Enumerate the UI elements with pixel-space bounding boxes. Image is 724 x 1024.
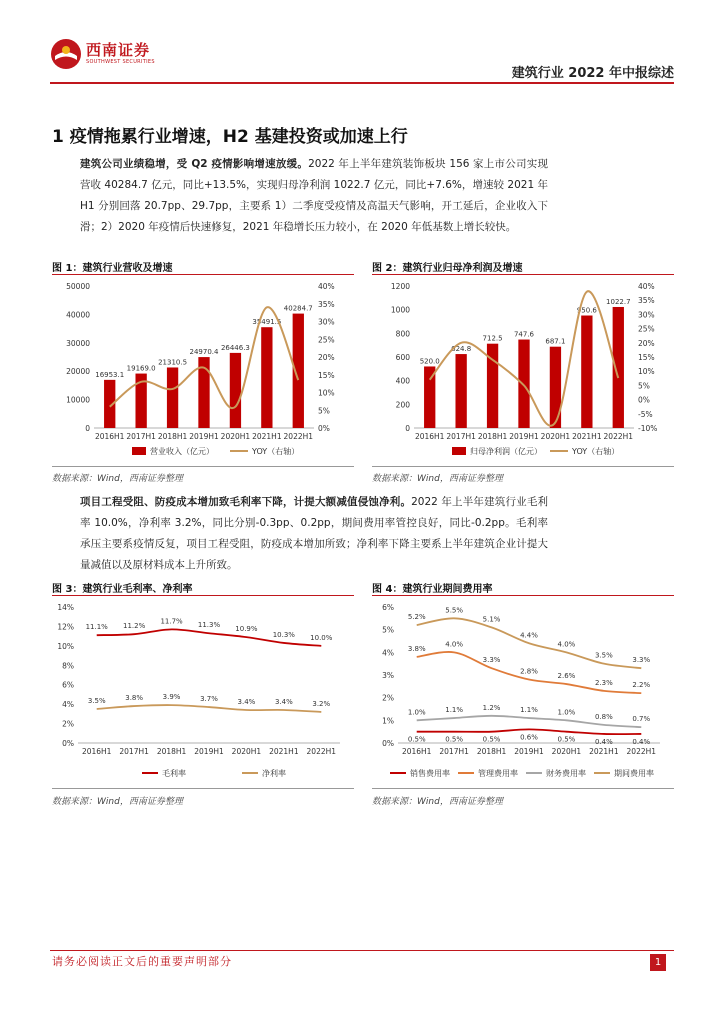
x-axis-tick-label: 2022H1 [626, 747, 657, 756]
bar-data-label: 1022.7 [606, 297, 631, 306]
x-axis-tick-label: 2019H1 [189, 432, 219, 441]
legend-label: 净利率 [262, 769, 286, 778]
figure-1-title: 图 1：建筑行业营收及增速 [52, 263, 173, 274]
point-data-label: 3.9% [162, 693, 181, 702]
x-axis-tick-label: 2016H1 [414, 432, 445, 441]
page-number: 1 [650, 954, 666, 971]
point-data-label: 5.5% [445, 606, 464, 615]
figure-4-source: 数据来源：Wind，西南证券整理 [372, 797, 503, 807]
point-data-label: 5.1% [482, 615, 501, 624]
bar-data-label: 747.6 [513, 330, 535, 339]
x-axis-tick-label: 2020H1 [231, 747, 262, 756]
y-axis-tick-label: 20000 [66, 367, 90, 377]
x-axis-tick-label: 2019H1 [514, 747, 544, 756]
bar [167, 367, 178, 428]
paragraph-body: 2022 年上半年建筑行业毛利率 10.0%，净利率 3.2%，同比分别-0.3pp、0.2pp，期间费用率管控良好，同比-0.2pp。毛利率承压主要系疫情反复，项目工程受阻，防疫成本增加所致；净利率下降主要系上半年建筑企业计提大量减值以及原材料成本上升所致。 [80, 496, 548, 571]
y2-axis-tick-label: 5% [638, 381, 650, 391]
point-data-label: 0.7% [632, 715, 651, 724]
figure-3-title: 图 3：建筑行业毛利率、净利率 [52, 584, 193, 595]
point-data-label: 1.1% [445, 706, 464, 715]
x-axis-tick-label: 2018H1 [477, 432, 508, 441]
header-divider [50, 82, 674, 84]
y-axis-tick-label: 10000 [66, 395, 90, 405]
y2-axis-tick-label: -10% [638, 424, 658, 433]
y-axis-tick-label: 2% [382, 693, 394, 703]
figure-3-chart [52, 597, 354, 787]
y2-axis-tick-label: 0% [318, 424, 330, 433]
point-data-label: 1.1% [520, 706, 538, 715]
y-axis-tick-label: 40000 [66, 310, 90, 320]
bar-data-label: 712.5 [482, 334, 503, 343]
figure-4-top-rule [372, 595, 674, 596]
figure-2-top-rule [372, 274, 674, 275]
point-data-label: 0.5% [482, 735, 501, 744]
bar-data-label: 21310.5 [158, 358, 188, 367]
figure-2-source: 数据来源：Wind，西南证券整理 [372, 474, 503, 484]
bar-data-label: 16953.1 [95, 370, 125, 379]
y-axis-tick-label: 4% [62, 700, 74, 710]
figure-4-chart [372, 597, 674, 787]
legend-swatch-bar [132, 447, 146, 455]
bar-data-label: 19169.0 [126, 364, 156, 373]
point-data-label: 4.4% [520, 631, 538, 640]
x-axis-tick-label: 2018H1 [476, 747, 507, 756]
x-axis-tick-label: 2017H1 [446, 432, 476, 441]
y2-axis-tick-label: 40% [638, 282, 655, 291]
x-axis-tick-label: 2019H1 [194, 747, 224, 756]
legend-label: 销售费用率 [410, 769, 450, 778]
y-axis-tick-label: 50000 [66, 282, 90, 291]
paragraph-margin [80, 492, 548, 576]
point-data-label: 4.0% [557, 640, 576, 649]
y2-axis-tick-label: 10% [318, 388, 335, 398]
report-title: 建筑行业 2022 年中报综述 [511, 66, 674, 81]
y2-axis-tick-label: 5% [318, 406, 330, 416]
y-axis-tick-label: 4% [382, 648, 394, 658]
paragraph-lead: 建筑公司业绩稳增，受 Q2 疫情影响增速放缓。 [80, 158, 309, 170]
bar-data-label: 24970.4 [189, 348, 219, 357]
y-axis-tick-label: 800 [395, 329, 410, 339]
y2-axis-tick-label: 35% [638, 296, 655, 306]
figure-1-bottom-rule [52, 466, 354, 467]
y2-axis-tick-label: 35% [318, 299, 335, 309]
point-data-label: 3.4% [237, 697, 256, 706]
figure-1-chart [52, 276, 354, 464]
x-axis-tick-label: 2021H1 [269, 747, 299, 756]
point-data-label: 2.8% [520, 667, 538, 676]
y2-axis-tick-label: 15% [638, 353, 655, 362]
paragraph-lead: 项目工程受阻、防疫成本增加致毛利率下降，计提大额减值侵蚀净利。 [80, 496, 412, 508]
point-data-label: 3.8% [407, 644, 426, 653]
point-data-label: 3.7% [200, 695, 218, 704]
y2-axis-tick-label: 20% [318, 353, 335, 362]
point-data-label: 2.6% [557, 672, 576, 681]
y-axis-tick-label: 0% [62, 739, 74, 748]
legend-label-line: YOY（右轴） [572, 447, 620, 456]
bar-data-label: 950.6 [576, 306, 597, 315]
legend-label: 管理费用率 [478, 769, 518, 778]
point-data-label: 0.6% [520, 733, 538, 742]
figure-2-title: 图 2：建筑行业归母净利润及增速 [372, 263, 523, 274]
bar [550, 347, 561, 428]
figure-2-bottom-rule [372, 466, 674, 467]
x-axis-tick-label: 2019H1 [509, 432, 539, 441]
point-data-label: 0.4% [632, 737, 651, 746]
bar-data-label: 35491.5 [252, 318, 282, 327]
y-axis-tick-label: 0% [382, 739, 394, 748]
legend-label: 期间费用率 [614, 769, 654, 778]
legend-label-line: YOY（右轴） [252, 447, 300, 456]
page-header [50, 30, 674, 90]
point-data-label: 10.9% [235, 625, 258, 634]
bar [455, 354, 466, 428]
y-axis-tick-label: 14% [57, 603, 74, 612]
y-axis-tick-label: 2% [62, 719, 74, 729]
figure-2-chart [372, 276, 674, 464]
y2-axis-tick-label: 30% [318, 317, 335, 327]
point-data-label: 3.3% [482, 656, 501, 665]
figure-3-top-rule [52, 595, 354, 596]
point-data-label: 11.2% [123, 622, 146, 631]
paragraph-body: 2022 年上半年建筑装饰板块 156 家上市公司实现营收 40284.7 亿元，同比+13.5%，实现归母净利润 1022.7 亿元，同比+7.6%，增速较 2021 年 H1 分别回落 20.7pp、29.7pp，主要系 1）二季度受疫情及高温天气影响，开工延后，企业收入下滑；2）2020 年疫情后快速修复，2021 年稳增长压力较小，在 2020 年低基数上增长较快。 [80, 158, 548, 233]
point-data-label: 1.0% [407, 708, 426, 717]
y2-axis-tick-label: -5% [638, 409, 653, 419]
bar-data-label: 26446.3 [220, 343, 250, 352]
bar [261, 327, 272, 428]
y-axis-tick-label: 5% [382, 625, 394, 635]
y-axis-tick-label: 400 [395, 376, 410, 386]
y-axis-tick-label: 600 [395, 353, 410, 362]
point-data-label: 3.5% [87, 697, 106, 705]
y-axis-tick-label: 6% [62, 680, 74, 690]
point-data-label: 1.2% [482, 703, 501, 712]
point-data-label: 10.0% [310, 633, 333, 642]
x-axis-tick-label: 2021H1 [252, 432, 282, 441]
series-line [97, 705, 322, 712]
point-data-label: 3.2% [312, 699, 331, 708]
y-axis-tick-label: 0 [85, 424, 90, 433]
x-axis-tick-label: 2018H1 [156, 747, 187, 756]
x-axis-tick-label: 2020H1 [540, 432, 571, 441]
y2-axis-tick-label: 15% [318, 370, 335, 380]
x-axis-tick-label: 2020H1 [551, 747, 582, 756]
y-axis-tick-label: 1200 [390, 282, 410, 291]
y-axis-tick-label: 30000 [66, 338, 90, 348]
y-axis-tick-label: 1% [382, 716, 394, 726]
brand-name-cn: 西南证券 [86, 41, 151, 59]
bar-data-label: 624.8 [451, 345, 472, 354]
legend-swatch-bar [452, 447, 466, 455]
point-data-label: 11.7% [160, 617, 183, 626]
paragraph-revenue [80, 154, 548, 238]
point-data-label: 0.5% [445, 735, 464, 744]
point-data-label: 10.3% [272, 630, 295, 639]
bar [230, 353, 241, 428]
bar-data-label: 687.1 [545, 337, 566, 346]
point-data-label: 1.0% [557, 708, 576, 717]
point-data-label: 5.2% [407, 613, 426, 622]
figure-3-bottom-rule [52, 788, 354, 789]
bar-data-label: 40284.7 [283, 304, 313, 313]
y-axis-tick-label: 12% [57, 622, 74, 632]
point-data-label: 3.4% [274, 697, 293, 706]
x-axis-tick-label: 2021H1 [589, 747, 619, 756]
x-axis-tick-label: 2021H1 [572, 432, 602, 441]
y2-axis-tick-label: 40% [318, 282, 335, 291]
point-data-label: 0.4% [594, 737, 613, 746]
brand-logo-icon [50, 38, 82, 70]
legend-label: 毛利率 [162, 769, 186, 778]
x-axis-tick-label: 2020H1 [220, 432, 251, 441]
x-axis-tick-label: 2017H1 [439, 747, 469, 756]
x-axis-tick-label: 2022H1 [283, 432, 314, 441]
y-axis-tick-label: 8% [62, 661, 74, 671]
y2-axis-tick-label: 30% [638, 310, 655, 320]
x-axis-tick-label: 2022H1 [603, 432, 634, 441]
figure-4-title: 图 4：建筑行业期间费用率 [372, 584, 493, 595]
point-data-label: 3.3% [632, 656, 651, 665]
y2-axis-tick-label: 20% [638, 338, 655, 348]
y2-axis-tick-label: 10% [638, 367, 655, 377]
point-data-label: 0.5% [557, 735, 576, 744]
x-axis-tick-label: 2016H1 [81, 747, 112, 756]
bar [518, 340, 529, 428]
legend-label-bar: 归母净利润（亿元） [470, 447, 542, 456]
figure-1-source: 数据来源：Wind，西南证券整理 [52, 474, 183, 484]
point-data-label: 0.8% [594, 712, 613, 721]
section-heading: 1 疫情拖累行业增速，H2 基建投资或加速上行 [52, 127, 408, 147]
figure-3-source: 数据来源：Wind，西南证券整理 [52, 797, 183, 807]
figure-1-top-rule [52, 274, 354, 275]
x-axis-tick-label: 2022H1 [306, 747, 337, 756]
point-data-label: 11.1% [85, 623, 108, 632]
legend-label-bar: 营业收入（亿元） [150, 447, 214, 456]
bar [581, 316, 592, 428]
point-data-label: 3.5% [594, 651, 613, 660]
bar-data-label: 520.0 [419, 357, 440, 366]
y-axis-tick-label: 1000 [390, 305, 410, 315]
point-data-label: 4.0% [445, 640, 464, 649]
y-axis-tick-label: 0 [405, 424, 410, 433]
point-data-label: 0.5% [407, 735, 426, 744]
x-axis-tick-label: 2016H1 [401, 747, 432, 756]
figure-4-bottom-rule [372, 788, 674, 789]
point-data-label: 3.8% [125, 694, 144, 703]
y-axis-tick-label: 3% [382, 671, 394, 680]
y2-axis-tick-label: 0% [638, 395, 650, 405]
point-data-label: 2.2% [632, 681, 651, 690]
y2-axis-tick-label: 25% [318, 335, 335, 345]
brand-name-en: SOUTHWEST SECURITIES [86, 59, 155, 65]
brand-logo [50, 38, 155, 70]
y-axis-tick-label: 10% [57, 641, 74, 651]
x-axis-tick-label: 2017H1 [126, 432, 156, 441]
y-axis-tick-label: 6% [382, 603, 394, 612]
x-axis-tick-label: 2017H1 [119, 747, 149, 756]
y2-axis-tick-label: 25% [638, 324, 655, 334]
legend-label: 财务费用率 [546, 769, 586, 778]
y-axis-tick-label: 200 [395, 400, 410, 410]
point-data-label: 2.3% [594, 678, 613, 687]
footer-disclaimer: 请务必阅读正文后的重要声明部分 [52, 955, 232, 968]
x-axis-tick-label: 2018H1 [157, 432, 188, 441]
footer-divider [50, 950, 674, 951]
point-data-label: 11.3% [197, 621, 221, 630]
x-axis-tick-label: 2016H1 [94, 432, 125, 441]
